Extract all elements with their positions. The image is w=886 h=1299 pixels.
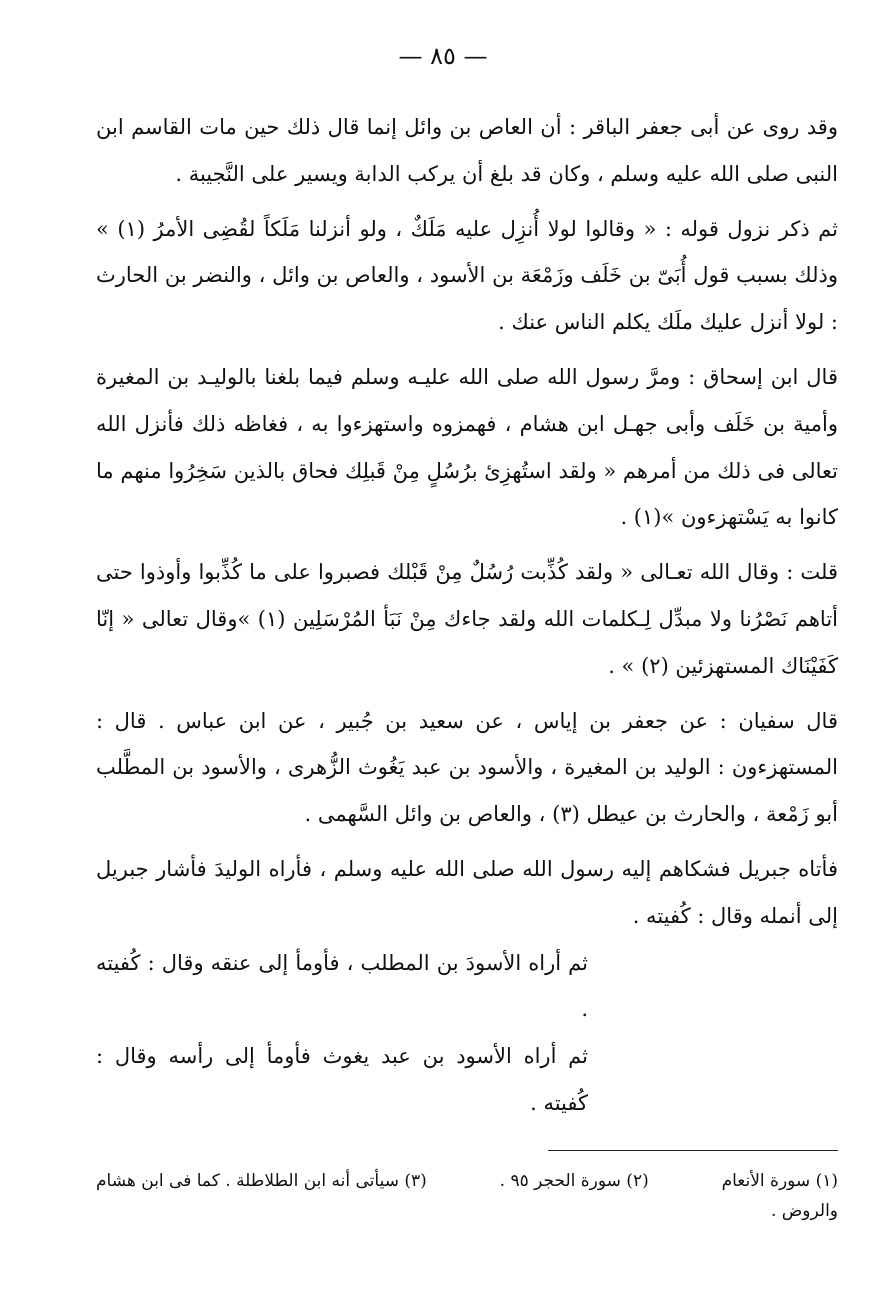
paragraph-7: ثم أراه الأسودَ بن المطلب ، فأومأ إلى عنقه وقال : كُفيته . [96, 950, 588, 1022]
paragraph-5: قال سفيان : عن جعفر بن إياس ، عن سعيد بن جُبير ، عن ابن عباس . قال : المستهزءون : الوليد بن المغيرة ، والأسود بن عبد يَغُوث الزُّهرى ، والأسود بن المطَّلب أبو زَمْعة ، والحارث بن عيطل (٣) ، والعاص بن وائل السَّهمى . [96, 708, 838, 827]
footnote-2: (٢) سورة الحجر ٩٥ . [499, 1171, 649, 1191]
paragraph-8: ثم أراه الأسود بن عبد يغوث فأومأ إلى رأسه وقال : كُفيته . [96, 1044, 588, 1115]
footnote-3-continuation: والروض . [770, 1201, 838, 1221]
paragraph-4: قلت : وقال الله تعـالى « ولقد كُذِّبت رُسُلٌ مِنْ قَبْلك فصبروا على ما كُذِّبوا وأوذوا حتى أتاهم نَصْرُنا ولا مبدِّل لِـكلمات الله ولقد جاءك مِنْ نَبَأ المُرْسَلِين (١) »وقال تعالى « إنّا كَفَيْنَاك المستهزئين (٢) » . [96, 560, 838, 678]
footnote-divider [548, 1150, 838, 1151]
footnote-row [96, 1166, 838, 1196]
paragraph-2: ثم ذكر نزول قوله : « وقالوا لولا أُنزِل عليه مَلَكٌ ، ولو أنزلنا مَلَكاً لقُضِى الأمرُ (١) » وذلك بسبب قول أُبَىّ بن خَلَف وزَمْعَة بن الأسود ، والعاص بن وائل ، والنضر بن الحارث : لولا أنزل عليك ملَك يكلم الناس عنك . [96, 216, 839, 335]
paragraph-6: فأتاه جبريل فشكاهم إليه رسول الله صلى الله عليه وسلم ، فأراه الوليدَ فأشار جبريل إلى أنمله وقال : كُفيته . [96, 856, 838, 928]
paragraph-3: قال ابن إسحاق : ومرَّ رسول الله صلى الله عليـه وسلم فيما بلغنا بالوليـد بن المغيرة وأمية بن خَلَف وأبى جهـل ابن هشام ، فهمزوه واستهزءوا به ، فغاظه ذلك فأنزل الله تعالى فى ذلك من أمرهم « ولقد استُهزِئ برُسُلٍ مِنْ قَبلِك فحاق بالذين سَخِرُوا منهم ما كانوا به يَسْتهزءون »(١) . [96, 364, 838, 530]
paragraph-1: وقد روى عن أبى جعفر الباقر : أن العاص بن وائل إنما قال ذلك حين مات القاسم ابن النبى صلى الله عليه وسلم ، وكان قد بلغ أن يركب الدابة ويسير على النَّجيبة . [96, 115, 838, 186]
footnote-1: (١) سورة الأنعام [721, 1171, 838, 1191]
main-text [96, 104, 838, 1127]
footnotes [96, 1166, 838, 1226]
footnote-3: (٣) سيأتى أنه ابن الطلاطلة . كما فى ابن هشام [96, 1171, 427, 1191]
page-number: — ٨٥ — [398, 42, 488, 70]
